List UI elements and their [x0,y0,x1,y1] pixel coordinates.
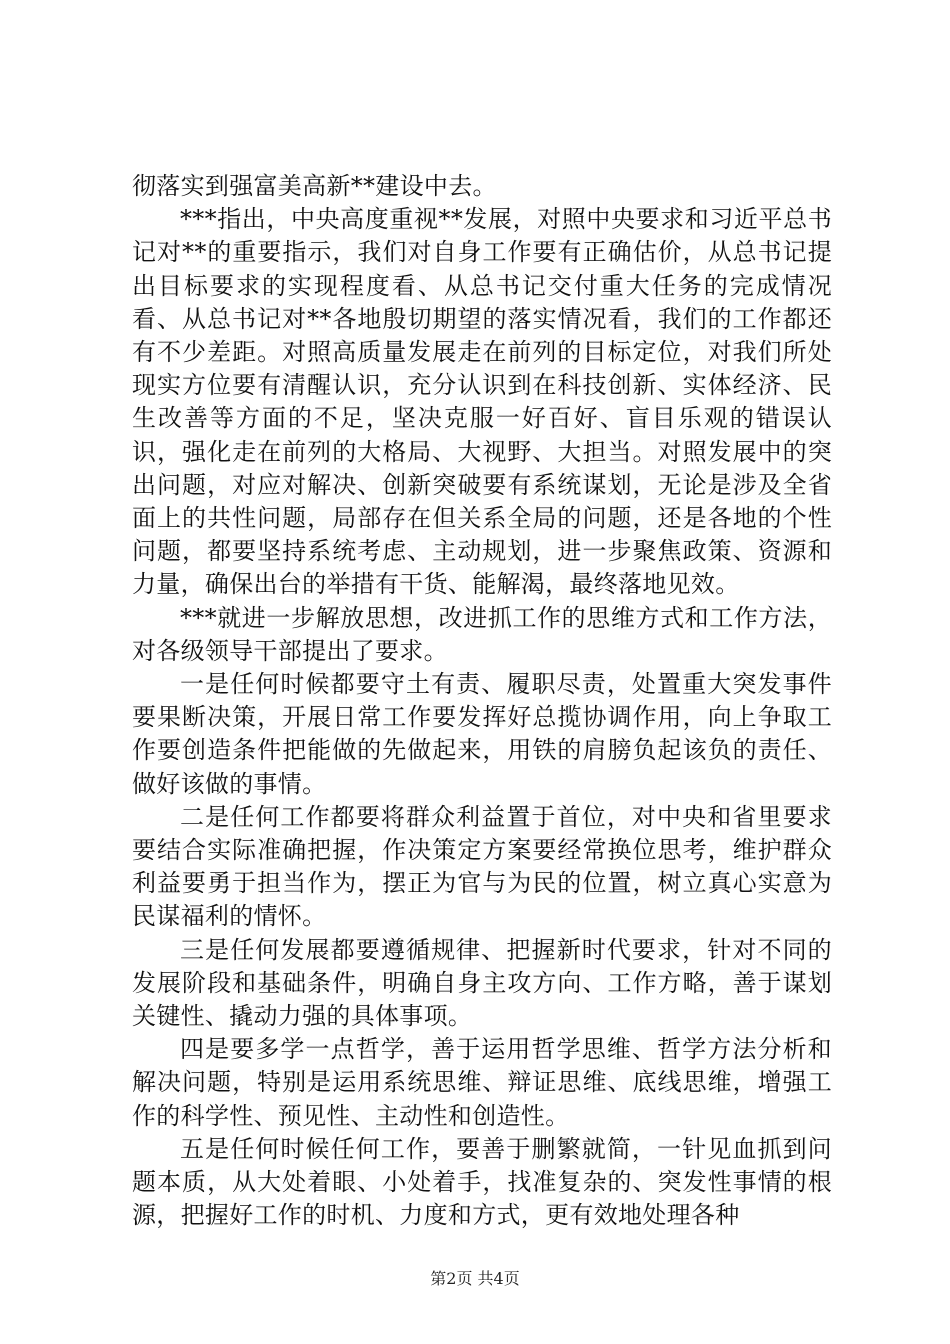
paragraph-2: ***指出，中央高度重视**发展，对照中央要求和习近平总书记对**的重要指示，我们对自身工作要有正确估价，从总书记提出目标要求的实现程度看、从总书记交付重大任务的完成情况看、从总书记对**各地殷切期望的落实情况看，我们的工作都还有不少差距。对照高质量发展走在前列的目标定位，对我们所处现实方位要有清醒认识，充分认识到在科技创新、实体经济、民生改善等方面的不足，坚决克服一好百好、盲目乐观的错误认识，强化走在前列的大格局、大视野、大担当。对照发展中的突出问题，对应对解决、创新突破要有系统谋划，无论是涉及全省面上的共性问题，局部存在但关系全局的问题，还是各地的个性问题，都要坚持系统考虑、主动规划，进一步聚焦政策、资源和力量，确保出台的举措有干货、能解渴，最终落地见效。 [132,205,832,599]
paragraph-3: ***就进一步解放思想，改进抓工作的思维方式和工作方法，对各级领导干部提出了要求。 [132,603,832,665]
paragraph-1: 彻落实到强富美高新**建设中去。 [132,172,497,200]
paragraph-7: 四是要多学一点哲学，善于运用哲学思维、哲学方法分析和解决问题，特别是运用系统思维、辩证思维、底线思维，增强工作的科学性、预见性、主动性和创造性。 [132,1035,832,1130]
page-number-label: 第2页 共4页 [430,1269,520,1288]
paragraph-8: 五是任何时候任何工作，要善于删繁就简，一针见血抓到问题本质，从大处着眼、小处着手，找准复杂的、突发性事情的根源，把握好工作的时机、力度和方式，更有效地处理各种 [132,1134,832,1230]
paragraph-6: 三是任何发展都要遵循规律、把握新时代要求，针对不同的发展阶段和基础条件，明确自身主攻方向、工作方略，善于谋划关键性、撬动力强的具体事项。 [132,935,832,1031]
paragraph-5: 二是任何工作都要将群众利益置于首位，对中央和省里要求要结合实际准确把握，作决策定方案要经常换位思考，维护群众利益要勇于担当作为，摆正为官与为民的位置，树立真心实意为民谋福利的情怀。 [132,802,832,931]
page-footer [0,1268,950,1290]
paragraph-4: 一是任何时候都要守土有责、履职尽责，处置重大突发事件要果断决策，开展日常工作要发挥好总揽协调作用，向上争取工作要创造条件把能做的先做起来，用铁的肩膀负起该负的责任、做好该做的事情。 [132,670,832,798]
document-body [132,170,832,1233]
